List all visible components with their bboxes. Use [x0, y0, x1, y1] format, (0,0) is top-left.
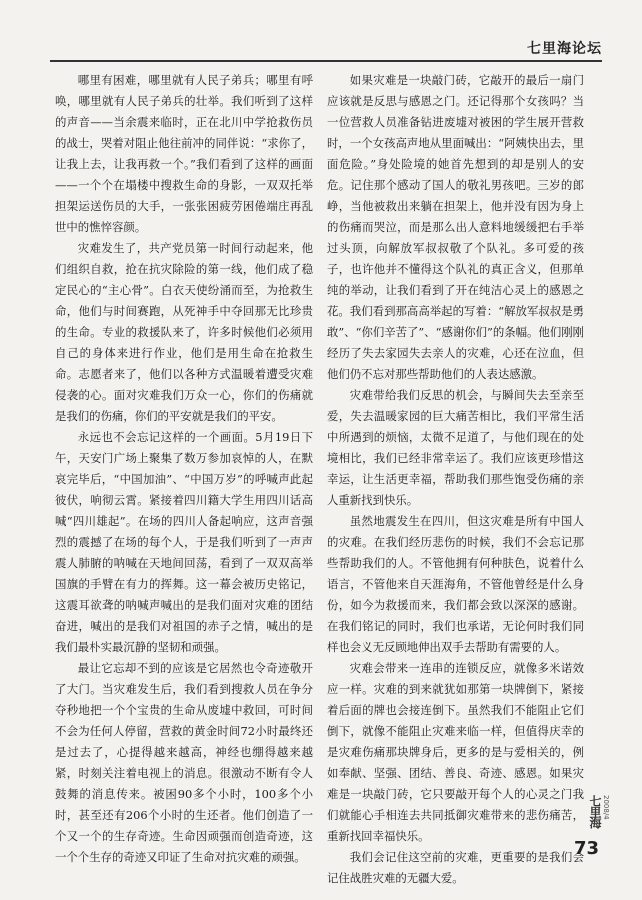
- paragraph: 哪里有困难，哪里就有人民子弟兵；哪里有呼唤，哪里就有人民子弟兵的壮举。我们听到了这样的声音——当余震来临时，正在北川中学抢救伤员的战士，哭着对阻止他往前冲的同伴说：“求你了，让我上去，让我再救一个。”我们看到了这样的画面——一个个在塌楼中搜救生命的身影，一双双托举担架运送伤员的大手，一张张困疲劳困倦端庄再乱世中的憔悴容颜。: [55, 73, 313, 234]
- issue-label: 2008/4: [602, 795, 610, 820]
- paragraph: 灾难发生了，共产党员第一时间行动起来，他们组织自救，抢在抗灾除险的第一线，他们成了稳定民心的“主心骨”。白衣天使纷涌而至，为抢救生命，他们与时间赛跑，从死神手中夺回那无比珍贵的生命。专业的救援队来了，许多时候他们必须用自己的身体来进行作业，他们是用生命在抢救生命。志愿者来了，他们以各种方式温暖着遭受灾难侵袭的心。面对灾难我们万众一心，你们的伤痛就是我们的伤痛，你们的平安就是我们的平安。: [55, 241, 313, 423]
- left-column: [55, 70, 313, 868]
- paragraph: 灾难会带来一连串的连锁反应，就像多米诺效应一样。灾难的到来就犹如那第一块牌倒下，紧接着后面的牌也会接连倒下。虽然我们不能阻止它们倒下，就像不能阻止灾难来临一样，但值得庆幸的是灾难伤痛那块牌身后，更多的是与爱相关的，例如奉献、坚强、团结、善良、奇迹、感恩。如果灾难是一块敲门砖，它只要敲开每个人的心灵之门我们就能心手相连去共同抵御灾难带来的悲伤痛苦，重新找回幸福快乐。: [327, 661, 584, 843]
- column-title: 七里海论坛: [527, 41, 602, 57]
- paragraph: 我们会记住这空前的灾难，更重要的是我们会记住战胜灾难的无疆大爱。: [327, 850, 584, 885]
- page-header: [0, 0, 642, 62]
- magazine-logo: 七里海: [588, 795, 602, 828]
- paragraph: 最让它忘却不到的应该是它居然也令奇迹敬开了大门。当灾难发生后，我们看到搜救人员在争分夺秒地把一个个宝贵的生命从废墟中救回，可时间不会为任何人停留，营救的黄金时间72小时最终还是过去了，心提得越来越高，神经也绷得越来越紧，时刻关注着电视上的消息。很激动不断有令人鼓舞的消息传来。被困90多个小时，100多个小时，甚至还有206个小时的生还者。他们创造了一个又一个的生存奇迹。生命因顽强而创造奇迹，这一个个生存的奇迹又印证了生命对抗灾难的顽强。: [55, 661, 313, 864]
- header-rule: [50, 60, 602, 62]
- right-column: [327, 70, 584, 889]
- paragraph: 虽然地震发生在四川，但这灾难是所有中国人的灾难。在我们经历悲伤的时候，我们不会忘记那些帮助我们的人。不管他拥有何种肤色，说着什么语言，不管他来自天涯海角，不管他曾经是什么身份，如今为救援而来，我们都会致以深深的感谢。在我们铭记的同时，我们也承诺，无论何时我们同样也会义无反顾地伸出双手去帮助有需要的人。: [327, 514, 584, 654]
- paragraph: 永远也不会忘记这样的一个画面。5月19日下午，天安门广场上聚集了数万参加哀悼的人，在默哀完毕后，“中国加油”、“中国万岁”的呼喊声此起彼伏，响彻云霄。紧接着四川籍大学生用四川话高喊“四川雄起”。在场的四川人备起响应，这声音强烈的震撼了在场的每个人，于是我们听到了一声声震人肺腑的呐喊在天地间回荡，看到了一双双高举国旗的手臂在有力的挥舞。这一幕会被历史铭记，这震耳欲聋的呐喊声喊出的是我们面对灾难的团结奋进，喊出的是我们对祖国的赤子之情，喊出的是我们最朴实最沉静的坚韧和顽强。: [55, 430, 313, 654]
- paragraph: 如果灾难是一块敲门砖，它敲开的最后一扇门应该就是反思与感恩之门。还记得那个女孩吗？当一位营救人员准备钻进废墟对被困的学生展开营救时，一个女孩高声地从里面喊出：“阿姨快出去，里面危险。”身处险境的她首先想到的却是别人的安危。记住那个感动了国人的敬礼男孩吧。三岁的郎峥，当他被救出来躺在担架上，他并没有因为身上的伤痛而哭泣，而是那么出人意料地缓缓把右手举过头顶，向解放军叔叔敬了个队礼。多可爱的孩子，也许他并不懂得这个队礼的真正含义，但那单纯的举动，让我们看到了开在纯洁心灵上的感恩之花。我们看到那高高举起的写着：“解放军叔叔是勇敢”、“你们辛苦了”、“感谢你们”的条幅。他们刚刚经历了失去家园失去亲人的灾难，心还在泣血，但他们仍不忘对那些帮助他们的人表达感激。: [327, 73, 584, 381]
- page-number: 73: [574, 838, 600, 859]
- paragraph: 灾难带给我们反思的机会，与瞬间失去至亲至爱，失去温暖家园的巨大痛苦相比，我们平常生活中所遇到的烦恼，太微不足道了，与他们现在的处境相比，我们已经非常幸运了。我们应该更珍惜这幸运，让生活更幸福，帮助我们那些饱受伤痛的亲人重新找到快乐。: [327, 388, 584, 507]
